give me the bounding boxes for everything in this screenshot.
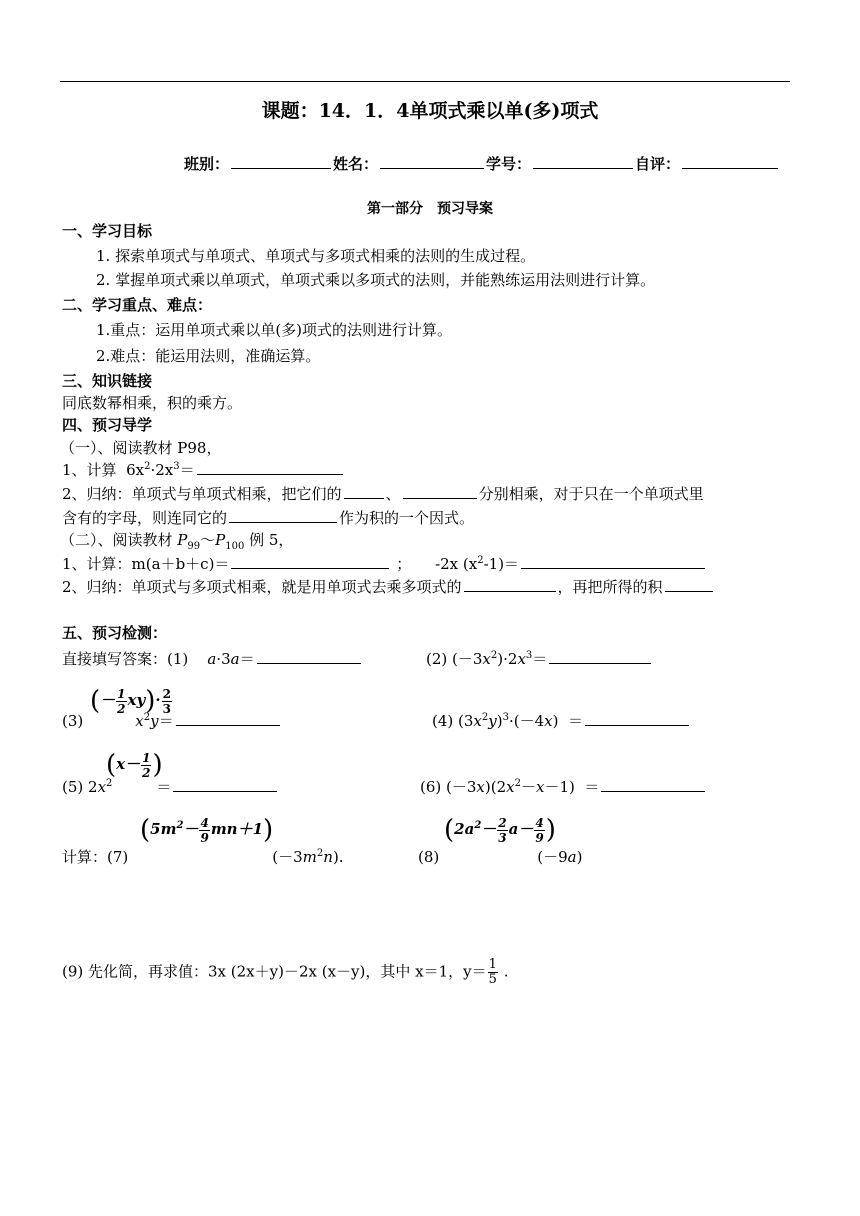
p7-factor: ($5m^2-$ $\frac{4}{9}$ mn＋1)	[140, 815, 274, 845]
direct-label: 直接填写答案：	[62, 650, 168, 668]
problem-8: (8) (－9a)	[418, 848, 583, 866]
calc1-line: 1、计算 $6x^2\cdot 2x^3=$	[62, 459, 345, 480]
part2-text-b: 例 5，	[249, 531, 294, 549]
p8-factor: ($2a^2-$ $\frac{2}{3}$ a－ $\frac{4}{9}$ )	[444, 815, 556, 845]
sec3-text: 同底数幂相乘，积的乘方。	[62, 394, 243, 412]
calc2-sep: ；	[396, 555, 412, 573]
calc2-text-c: -1)＝	[483, 555, 520, 573]
sec2-item1: 1.重点：运用单项式乘以单(多)项式的法则进行计算。	[96, 321, 453, 339]
summary1-line2	[62, 507, 474, 528]
eval-blank[interactable]	[682, 154, 778, 169]
page-title: 课题：14．1．4单项式乘以单(多)项式	[261, 100, 599, 122]
problem-7: 计算：(7) $(-3m^2n)$.	[62, 848, 344, 866]
summary1-text-c: 含有的字母，则连同它的	[62, 509, 228, 527]
name-label: 姓名：	[333, 155, 379, 173]
summary1-sep: 、	[385, 485, 401, 503]
summary2-text-a: 2、归纳：单项式与多项式相乘，就是用单项式去乘多项式的	[62, 578, 462, 596]
problem-1: 直接填写答案：(1) a·3a＝	[62, 648, 363, 669]
summary1-line1	[62, 483, 704, 504]
sec4-heading: 四、预习导学	[62, 416, 153, 434]
sec2-heading: 二、学习重点、难点：	[62, 296, 213, 314]
summary1-blank3[interactable]	[229, 508, 337, 523]
summary1-blank1[interactable]	[344, 484, 384, 499]
class-blank[interactable]	[231, 154, 331, 169]
p9-text: (9) 先化简，再求值：3x (2x＋y)－2x (x－y)，其中 x＝1，y＝	[62, 962, 487, 981]
calc1-prefix: 1、计算	[62, 461, 117, 479]
top-rule	[60, 81, 790, 82]
summary2-text-b: ，再把所得的积	[557, 578, 663, 596]
sec1-item1: 1. 探索单项式与单项式、单项式与多项式相乘的法则的生成过程。	[96, 247, 536, 265]
p9-end: .	[503, 962, 509, 981]
summary2-blank1[interactable]	[464, 577, 556, 592]
problem-2: (2) $(-3x^2)\cdot 2x^3=$	[426, 648, 653, 669]
problem-6: (6) $(-3x)(2x^2-x-1)$ ＝	[420, 776, 707, 797]
p1-blank[interactable]	[257, 649, 361, 664]
calc2-prefix: 1、计算：m(a＋b＋c)＝	[62, 555, 230, 573]
summary1-blank2[interactable]	[403, 484, 477, 499]
name-blank[interactable]	[380, 154, 484, 169]
sec2-item2: 2.难点：能运用法则，准确运算。	[96, 347, 321, 365]
calc2-line: 1、计算：m(a＋b＋c)＝ ； -2x $(x^2-1)=$	[62, 553, 707, 574]
id-label: 学号：	[486, 155, 532, 173]
sec5-heading: 五、预习检测：	[62, 624, 168, 642]
part1-title: （一）、阅读教材 P98，	[60, 439, 222, 457]
id-blank[interactable]	[533, 154, 633, 169]
summary2-blank2[interactable]	[665, 577, 713, 592]
sec3-heading: 三、知识链接	[62, 372, 153, 390]
problem-5: (5) $2x^2$ ＝	[62, 776, 279, 797]
p5-blank[interactable]	[173, 777, 277, 792]
calc2-blank2[interactable]	[521, 554, 705, 569]
p3-factor: (－ $\frac{1}{2}$ xy)· $\frac{2}{3}$	[90, 686, 171, 716]
p9-denominator: 5	[488, 972, 497, 987]
calc-label: 计算：	[62, 848, 108, 866]
problem-3: (3) $x^2y=$	[62, 710, 282, 731]
p2-blank[interactable]	[549, 649, 651, 664]
calc2-text-b: -2x (x	[435, 555, 478, 573]
p9-numerator: 1	[488, 957, 497, 972]
problem-4: (4) $(3x^2y)^3\cdot(-4x)$ ＝	[432, 710, 691, 731]
class-label: 班别：	[184, 155, 230, 173]
eval-label: 自评：	[635, 155, 681, 173]
summary2-line	[62, 576, 715, 597]
sec1-heading: 一、学习目标	[62, 222, 153, 240]
summary1-text-d: 作为积的一个因式。	[339, 509, 475, 527]
sec1-item2: 2. 掌握单项式乘以单项式，单项式乘以多项式的法则，并能熟练运用法则进行计算。	[96, 271, 656, 289]
summary1-text-a: 2、归纳：单项式与单项式相乘，把它们的	[62, 485, 342, 503]
part2-text-a: （二）、阅读教材	[60, 531, 173, 549]
part2-title: （二）、阅读教材 $P_{99}\sim P_{100}$ 例 5，	[60, 531, 294, 552]
calc2-blank1[interactable]	[231, 554, 389, 569]
calc1-blank[interactable]	[197, 460, 343, 475]
p3-blank[interactable]	[176, 711, 280, 726]
p6-blank[interactable]	[601, 777, 705, 792]
p5-factor: (x－ $\frac{1}{2}$ )	[106, 750, 163, 780]
student-info-line	[184, 153, 780, 174]
part-title: 第一部分 预习导案	[367, 201, 493, 217]
p4-blank[interactable]	[585, 711, 689, 726]
summary1-text-b: 分别相乘，对于只在一个单项式里	[478, 485, 704, 503]
problem-9	[62, 958, 508, 987]
